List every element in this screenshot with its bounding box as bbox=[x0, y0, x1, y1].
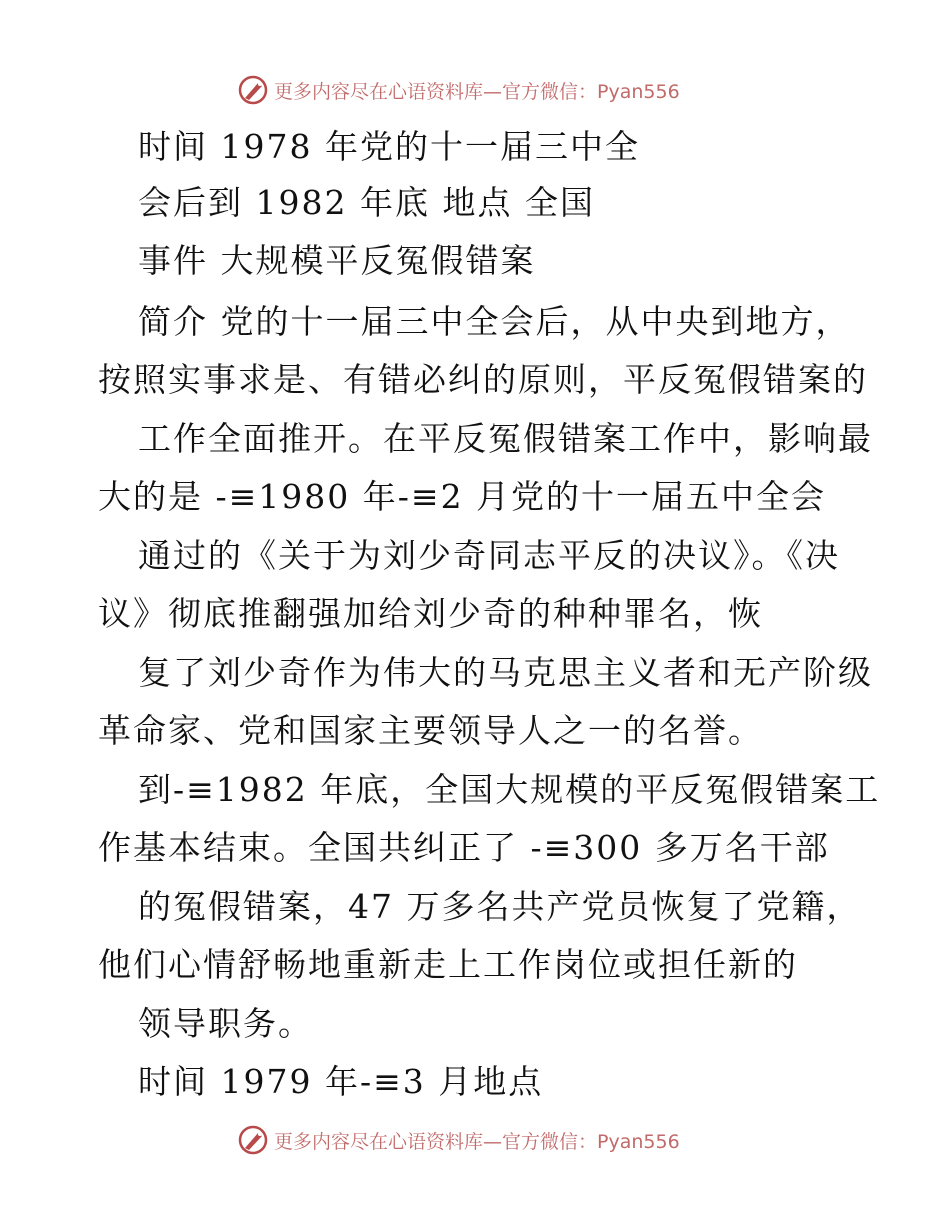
text-line: 到-≡1982 年底，全国大规模的平反冤假错案工 bbox=[138, 770, 881, 809]
text-line: 他们心情舒畅地重新走上工作岗位或担任新的 bbox=[98, 945, 798, 984]
footer-watermark bbox=[236, 1122, 680, 1158]
pen-logo-icon bbox=[236, 73, 270, 107]
text-line: 革命家、党和国家主要领导人之一的名誉。 bbox=[98, 711, 763, 750]
text-line: 工作全面推开。在平反冤假错案工作中，影响最 bbox=[138, 419, 873, 458]
text-line: 复了刘少奇作为伟大的马克思主义者和无产阶级 bbox=[138, 653, 873, 692]
pen-logo-icon bbox=[236, 1123, 270, 1157]
text-line: 按照实事求是、有错必纠的原则，平反冤假错案的 bbox=[98, 360, 868, 399]
text-line: 领导职务。 bbox=[138, 1004, 313, 1043]
text-line: 议》彻底推翻强加给刘少奇的种种罪名，恢 bbox=[98, 594, 763, 633]
header-watermark bbox=[236, 72, 680, 108]
watermark-text: 更多内容尽在心语资料库—官方微信：Pyan556 bbox=[274, 1130, 680, 1153]
text-line: 的冤假错案，47 万多名共产党员恢复了党籍， bbox=[138, 887, 862, 926]
text-line: 作基本结束。全国共纠正了 -≡300 多万名干部 bbox=[98, 828, 830, 867]
text-line: 会后到 1982 年底 地点 全国 bbox=[138, 183, 595, 222]
text-line: 时间 1979 年-≡3 月地点 bbox=[138, 1062, 544, 1101]
watermark-text: 更多内容尽在心语资料库—官方微信：Pyan556 bbox=[274, 80, 680, 103]
text-line: 事件 大规模平反冤假错案 bbox=[138, 241, 536, 280]
text-line: 时间 1978 年党的十一届三中全 bbox=[138, 127, 640, 166]
text-line: 通过的《关于为刘少奇同志平反的决议》。《决 bbox=[138, 536, 840, 575]
text-line: 大的是 -≡1980 年-≡2 月党的十一届五中全会 bbox=[98, 477, 827, 516]
text-line: 简介 党的十一届三中全会后，从中央到地方， bbox=[138, 302, 851, 341]
